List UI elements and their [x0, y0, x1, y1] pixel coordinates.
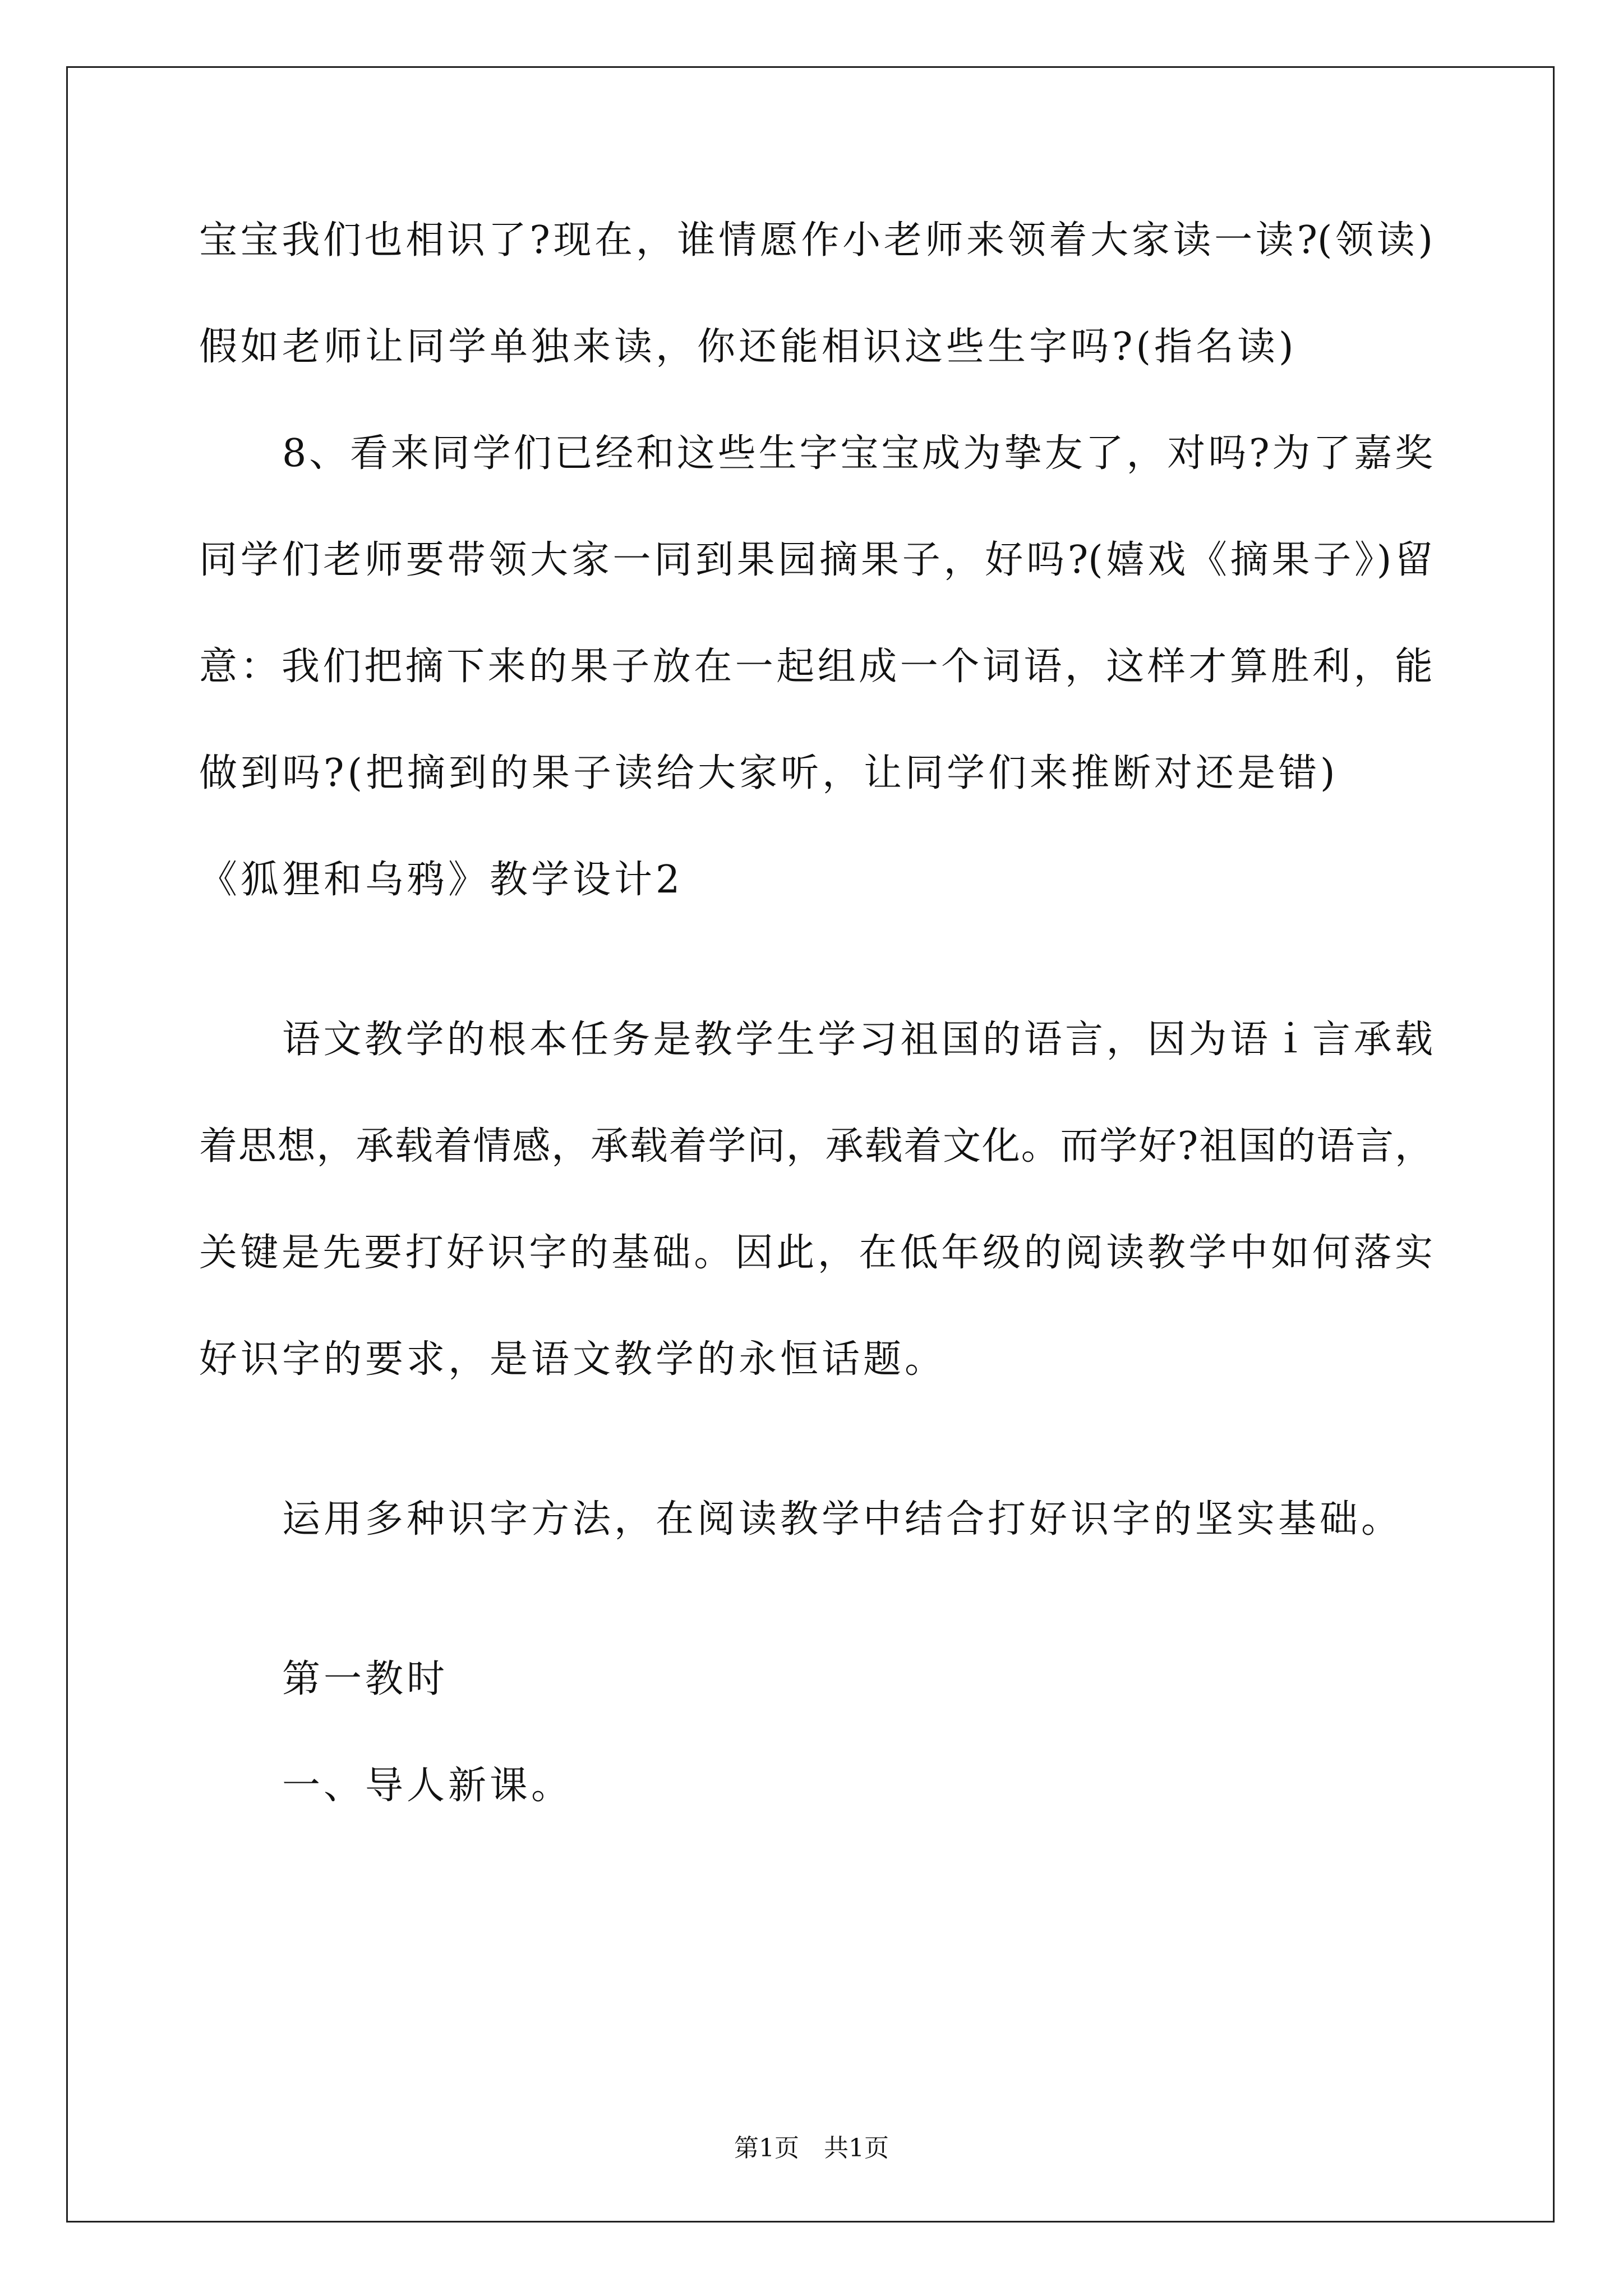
text-line: 假如老师让同学单独来读，你还能相识这些生字吗?(指名读) — [199, 325, 1297, 369]
text-line: 关键是先要打好识字的基础。因此，在低年级的阅读教学中如何落实 — [199, 1231, 1433, 1275]
text-line: 一、导人新课。 — [282, 1764, 573, 1808]
text-line: 宝宝我们也相识了?现在，谁情愿作小老师来领着大家读一读?(领读) — [199, 218, 1433, 263]
text-line: 同学们老师要带领大家一同到果园摘果子，好吗?(嬉戏《摘果子》)留 — [199, 538, 1433, 582]
section-heading: 《狐狸和乌鸦》教学设计2 — [199, 858, 684, 902]
subheading: 第一教时 — [282, 1657, 449, 1701]
text-line: 着思想，承载着情感，承载着学问，承载着文化。而学好?祖国的语言， — [199, 1124, 1433, 1168]
text-line: 做到吗?(把摘到的果子读给大家听，让同学们来推断对还是错) — [199, 751, 1339, 795]
text-line: 运用多种识字方法，在阅读教学中结合打好识字的坚实基础。 — [282, 1497, 1403, 1542]
text-line: 语文教学的根本任务是教学生学习祖国的语言，因为语ｉ言承载 — [282, 1018, 1433, 1062]
text-line: 好识字的要求，是语文教学的永恒话题。 — [199, 1337, 947, 1382]
text-line: 意：我们把摘下来的果子放在一起组成一个词语，这样才算胜利，能 — [199, 645, 1433, 689]
text-line: 8、看来同学们已经和这些生字宝宝成为挚友了，对吗?为了嘉奖 — [282, 431, 1433, 476]
page-footer: 第1页 共1页 — [734, 2134, 889, 2162]
